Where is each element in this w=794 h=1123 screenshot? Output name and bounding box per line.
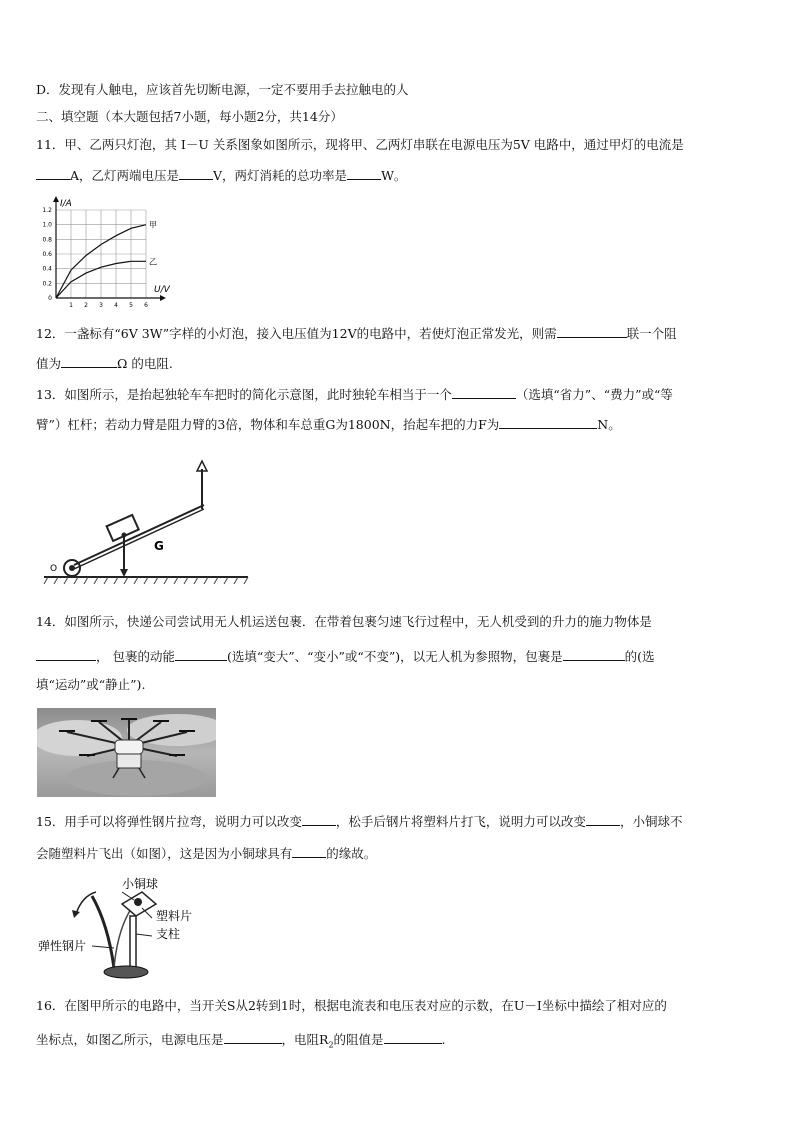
x-tick-label: 3 [99,302,103,309]
q14-blank-kinetic-energy[interactable] [175,648,227,661]
q14-blank-motion-state[interactable] [563,648,625,661]
y-tick-label: 0 [48,295,52,302]
q11-blank-current[interactable] [36,167,70,180]
q15-blank-inertia[interactable] [292,845,326,858]
y-tick-label: 0.8 [42,236,52,244]
q13-blank-force[interactable] [499,416,597,429]
q12-line1: 12．一盏标有“6V 3W”字样的小灯泡，接入电压值为12V的电路中，若使灯泡正常发光，则需 联一个阻 [36,326,677,341]
q12-blank-resistance[interactable] [61,355,117,368]
copper-ball [134,898,142,906]
label-pillar: 支柱 [156,927,181,941]
q13-line1: 13．如图所示，是抬起独轮车车把时的简化示意图，此时独轮车相当于一个 （选填“省力”、“费力”或“等 [36,387,673,402]
y-axis-arrow [53,196,59,202]
q11-line2: A，乙灯两端电压是 V，两灯消耗的总功率是 W。 [36,167,406,184]
package [117,754,141,768]
q16-line1: 16．在图甲所示的电路中，当开关S从2转到1时，根据电流表和电压表对应的示数，在U－I坐标中描绘了相对应的 [36,998,667,1013]
steel-strip-diagram [38,874,198,986]
y-tick-label: 0.2 [42,280,52,288]
x-tick-label: 6 [144,302,148,309]
q16-line2: 坐标点，如图乙所示，电源电压是 ，电阻$R_2$的阻值是 . [36,1032,446,1050]
label-plastic: 塑料片 [156,909,193,923]
q16-blank-resistance[interactable] [384,1031,442,1044]
q15-line1: 15．用手可以将弹性钢片拉弯，说明力可以改变 ，松手后钢片将塑料片打飞，说明力可以改变 ，小铜球不 [36,814,683,829]
q11-blank-voltage[interactable] [179,167,213,180]
x-tick-label: 4 [114,302,118,309]
x-tick-label: 1 [69,302,73,309]
q15-blank-shape[interactable] [302,813,336,826]
q12-blank-connection[interactable] [557,325,627,338]
x-axis-arrow [160,295,166,301]
label-copper-ball: 小铜球 [122,877,159,891]
pillar [130,916,136,968]
bending-arrow [76,892,96,914]
q10-option-d: D．发现有人触电，应该首先切断电源，一定不要用手去拉触电的人 [36,82,409,97]
y-tick-label: 1.0 [42,221,52,229]
ground [44,577,248,584]
x-axis-label: U/V [154,285,170,295]
iu-chart [36,194,186,318]
y-tick-label: 1.2 [42,207,52,214]
q14-line3: 填“运动”或“静止”). [36,677,146,692]
wheelbarrow-diagram [36,455,256,594]
section-header: 二、填空题（本大题包括7小题，每小题2分，共14分） [36,109,343,124]
label-o: O [50,564,58,574]
label-steel: 弹性钢片 [38,939,87,953]
q11-line1: 11．甲、乙两只灯泡，其 I－U 关系图象如图所示，现将甲、乙两灯串联在电源电压为5V 电路中，通过甲灯的电流是 [36,137,684,152]
q13-line2: 臂”）杠杆；若动力臂是阻力臂的3倍，物体和车总重G为1800N，抬起车把的力F为 N。 [36,417,621,432]
base [104,966,148,978]
q14-line2: ， 包裹的动能 (选填“变大”、“变小”或“不变”)，以无人机为参照物，包裹是 的(选 [36,648,654,665]
q15-blank-motion[interactable] [586,813,620,826]
q16-blank-voltage[interactable] [224,1031,282,1044]
x-tick-label: 5 [129,302,133,309]
x-tick-label: 2 [84,302,88,309]
steel-strip [92,896,114,968]
series-label: 乙 [149,257,157,267]
y-tick-label: 0.4 [42,265,52,273]
drone-photo [37,708,216,797]
lever-bar [74,505,204,565]
y-tick-label: 0.6 [42,251,52,258]
q15-line2: 会随塑料片飞出（如图），这是因为小铜球具有 的缘故。 [36,846,377,861]
q11-blank-power[interactable] [347,167,381,180]
q14-line1: 14．如图所示，快递公司尝试用无人机运送包裹．在带着包裹匀速飞行过程中，无人机受到的升力的施力物体是 [36,614,652,629]
q12-line2: 值为 Ω 的电阻. [36,356,173,371]
label-g: G [154,539,164,553]
y-axis-label: I/A [60,199,72,209]
q13-blank-lever-type[interactable] [452,386,516,399]
series-label: 甲 [149,220,157,230]
q14-blank-lift-source[interactable] [36,648,96,661]
